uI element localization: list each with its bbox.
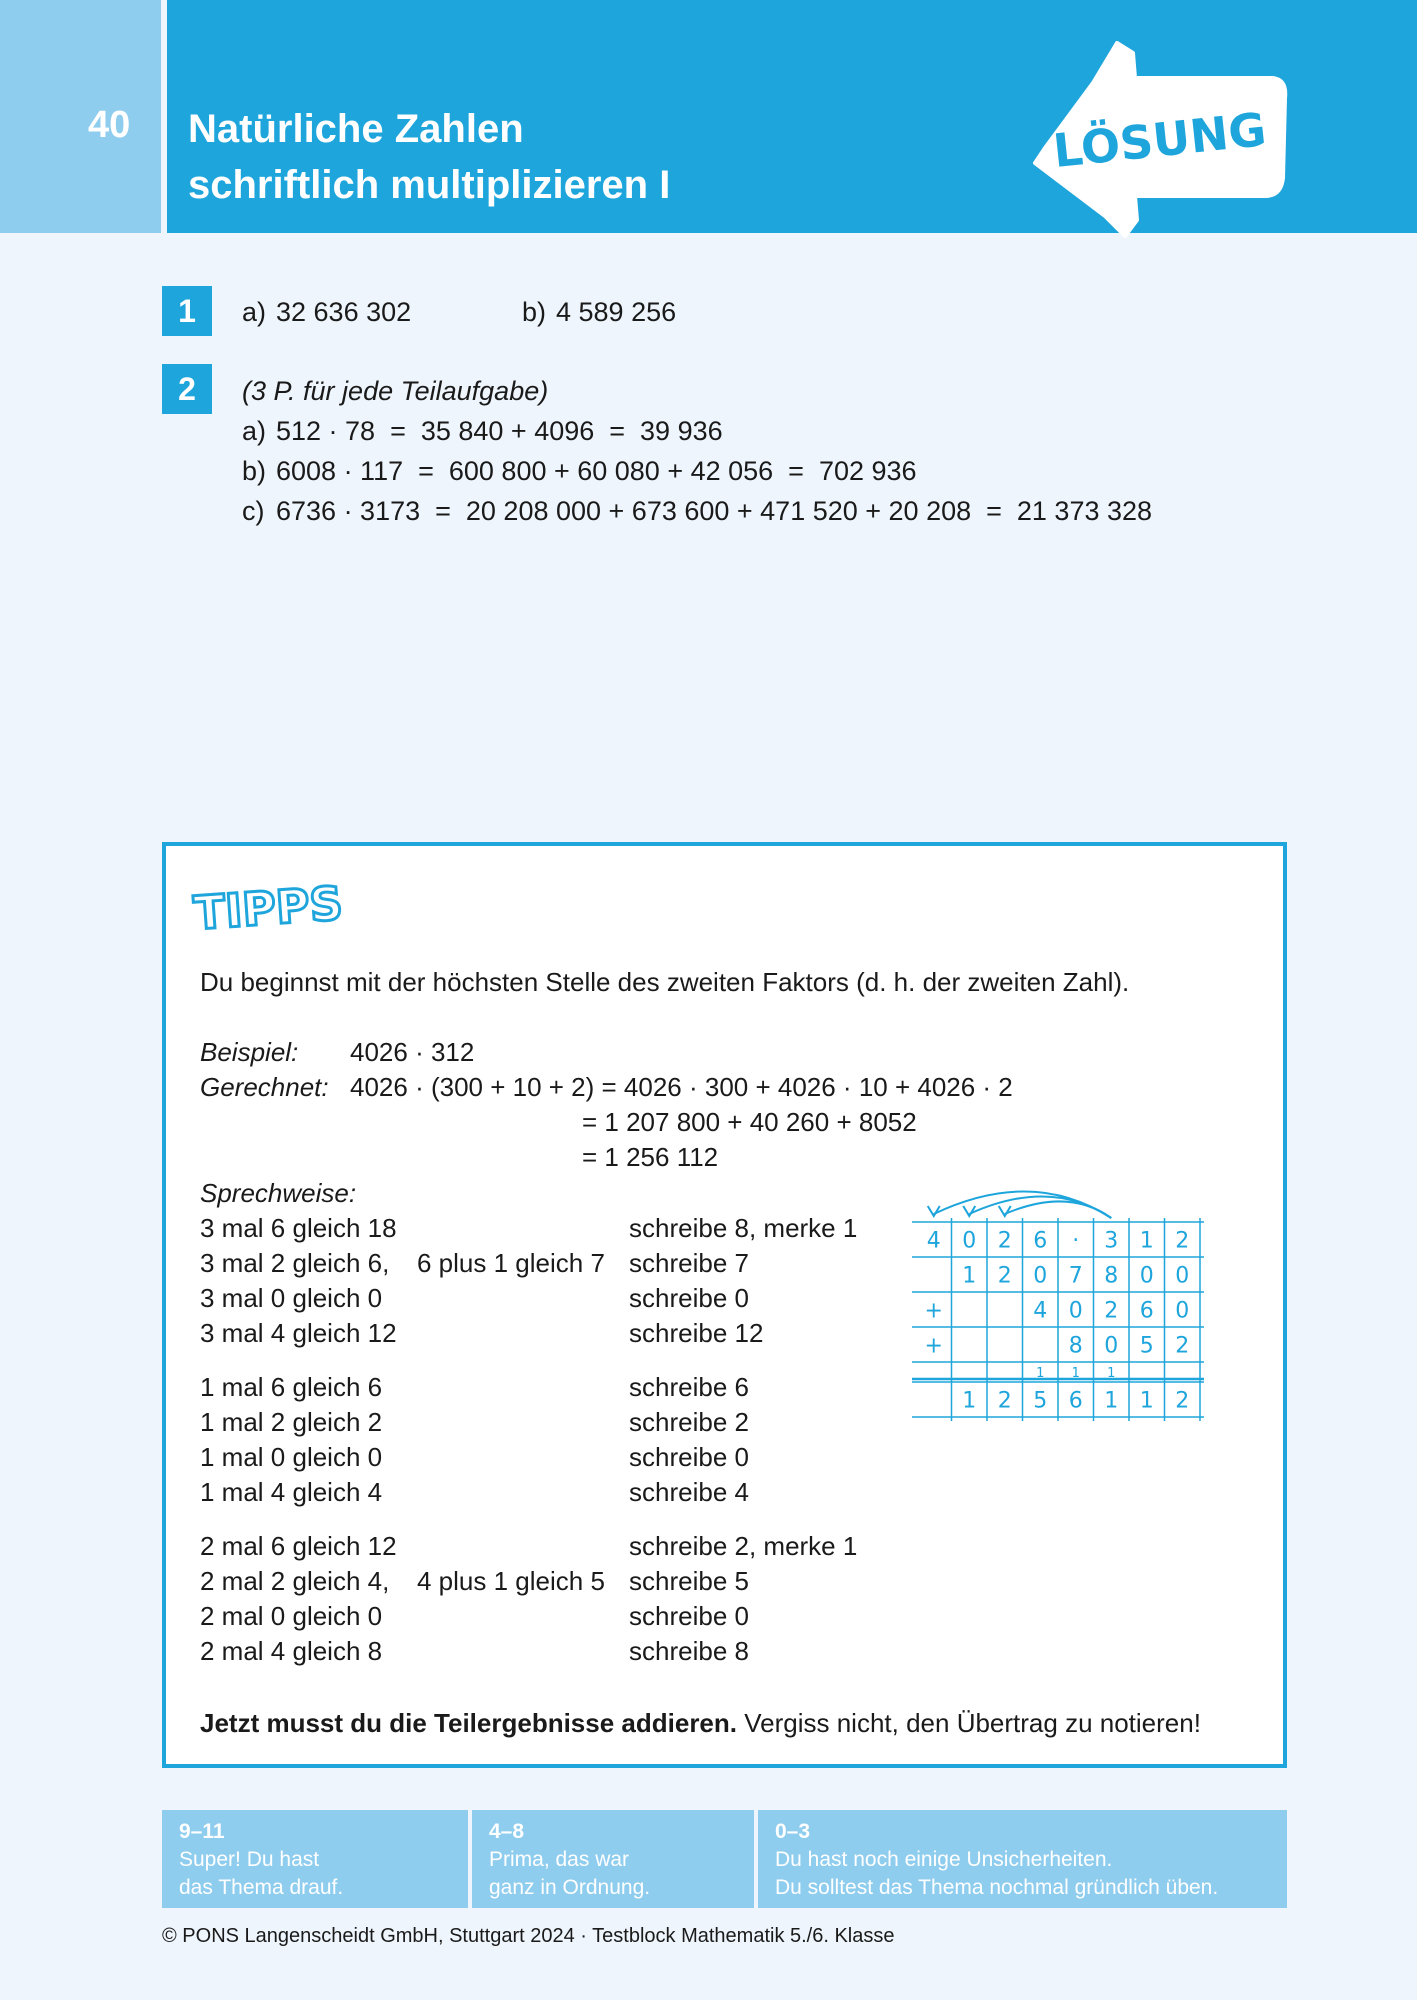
task-1-value-b: 4 589 256 (556, 297, 677, 327)
tips-closing-bold: Jetzt musst du die Teilergebnisse addieren. (200, 1708, 737, 1738)
speech-left: 1 mal 2 gleich 2 (200, 1407, 383, 1437)
grid-digit: 1 (962, 1388, 977, 1414)
computed-line-1: 4026 · (300 + 10 + 2) = 4026 · 300 + 4026 · 10 + 4026 · 2 (350, 1072, 1013, 1102)
task-2-answer-c (242, 491, 1152, 531)
score-range: 9–11 (179, 1820, 225, 1843)
speech-left: 1 mal 6 gleich 6 (200, 1372, 383, 1402)
score-range: 0–3 (775, 1820, 811, 1843)
speech-left: 3 mal 2 gleich 6, (200, 1248, 390, 1278)
score-line2: Du solltest das Thema nochmal gründlich üben. (775, 1876, 1219, 1899)
tips-closing (200, 1706, 1201, 1741)
grid-digit: 4 (926, 1228, 941, 1254)
grid-digit: 0 (1068, 1298, 1083, 1324)
grid-digit: 2 (1175, 1388, 1190, 1414)
grid-digit: + (924, 1298, 943, 1324)
grid-digit: 1 (1139, 1228, 1154, 1254)
grid-carry-digit: 1 (1071, 1366, 1080, 1381)
task-2-value-c: 6736 · 3173 = 20 208 000 + 673 600 + 471 520 + 20 208 = 21 373 328 (276, 496, 1153, 526)
grid-carry-digit: 1 (1036, 1366, 1045, 1381)
grid-digit: 1 (1104, 1388, 1119, 1414)
speech-label: Sprechweise: (200, 1178, 357, 1208)
grid-digit: 6 (1068, 1388, 1083, 1414)
solution-badge-label: LÖSUNG (1050, 102, 1269, 179)
solution-arrow-badge (1025, 38, 1295, 243)
grid-digit: 7 (1068, 1263, 1083, 1289)
speech-right: schreibe 8, merke 1 (629, 1213, 858, 1243)
grid-carry-digit: 1 (1107, 1366, 1116, 1381)
speech-left: 1 mal 0 gleich 0 (200, 1442, 383, 1472)
score-range: 4–8 (489, 1820, 525, 1843)
speech-left: 2 mal 2 gleich 4, (200, 1566, 390, 1596)
grid-digit: 1 (962, 1263, 977, 1289)
carry-arrow-head (963, 1206, 975, 1216)
grid-digit: + (924, 1333, 943, 1359)
tips-logo (190, 872, 350, 942)
grid-digit: 6 (1033, 1228, 1048, 1254)
header-side-panel (0, 0, 161, 233)
speech-mid: 6 plus 1 gleich 7 (417, 1248, 605, 1278)
grid-digit: 0 (1104, 1333, 1119, 1359)
computed-label: Gerechnet: (200, 1072, 329, 1102)
speech-right: schreibe 4 (629, 1477, 749, 1507)
page-title-line-2: schriftlich multiplizieren I (188, 163, 671, 207)
grid-digit: 2 (997, 1263, 1012, 1289)
speech-right: schreibe 5 (629, 1566, 749, 1596)
grid-digit: 0 (962, 1228, 977, 1254)
task-2-answer-b (242, 451, 917, 491)
speech-right: schreibe 7 (629, 1248, 749, 1278)
tips-logo-text: TIPPS (192, 875, 345, 941)
computed-line-3: = 1 256 112 (582, 1142, 719, 1172)
task-1-number: 1 (162, 286, 212, 336)
page-title (188, 101, 670, 213)
grid-digit: 2 (1104, 1298, 1119, 1324)
speech-right: schreibe 0 (629, 1283, 749, 1313)
speech-right: schreibe 2, merke 1 (629, 1531, 858, 1561)
speech-left: 3 mal 0 gleich 0 (200, 1283, 383, 1313)
grid-digit: 6 (1139, 1298, 1154, 1324)
grid-digit: 2 (997, 1228, 1012, 1254)
page-number: 40 (88, 104, 131, 146)
speech-right: schreibe 8 (629, 1636, 749, 1666)
grid-digit: 4 (1033, 1298, 1048, 1324)
task-1-label-a: a) (242, 297, 267, 327)
grid-digit: 0 (1175, 1298, 1190, 1324)
task-2-note: (3 P. für jede Teilaufgabe) (242, 376, 549, 406)
grid-digit: 8 (1068, 1333, 1083, 1359)
grid-digit: 0 (1139, 1263, 1154, 1289)
grid-digit: 2 (997, 1388, 1012, 1414)
page-title-line-1: Natürliche Zahlen (188, 107, 524, 151)
score-box (472, 1810, 754, 1908)
task-1-label-b: b) (522, 297, 547, 327)
speech-left: 2 mal 4 gleich 8 (200, 1636, 383, 1666)
score-box (758, 1810, 1287, 1908)
task-1-answer-b (522, 292, 676, 332)
score-box (162, 1810, 468, 1908)
task-2-value-a: 512 · 78 = 35 840 + 4096 = 39 936 (276, 416, 723, 446)
speech-left: 2 mal 0 gleich 0 (200, 1601, 383, 1631)
score-line2: ganz in Ordnung. (489, 1876, 651, 1899)
tips-closing-rest: Vergiss nicht, den Übertrag zu notieren! (744, 1708, 1201, 1738)
speech-right: schreibe 2 (629, 1407, 749, 1437)
score-line1: Super! Du hast (179, 1848, 320, 1871)
task-2-number: 2 (162, 364, 212, 414)
grid-digit: 5 (1139, 1333, 1154, 1359)
grid-digit: 0 (1033, 1263, 1048, 1289)
speech-right: schreibe 0 (629, 1442, 749, 1472)
grid-digit: 5 (1033, 1388, 1048, 1414)
task-2-label-b: b) (242, 456, 267, 486)
tips-intro: Du beginnst mit der höchsten Stelle des zweiten Faktors (d. h. der zweiten Zahl). (200, 967, 1130, 997)
speech-right: schreibe 6 (629, 1372, 749, 1402)
grid-digit: 8 (1104, 1263, 1119, 1289)
score-line2: das Thema drauf. (179, 1876, 344, 1899)
carry-arrow (1005, 1201, 1112, 1218)
grid-digit: · (1072, 1228, 1080, 1254)
example-value: 4026 · 312 (350, 1037, 475, 1067)
grid-digit: 2 (1175, 1333, 1190, 1359)
speech-left: 3 mal 4 gleich 12 (200, 1318, 397, 1348)
computed-line-2: = 1 207 800 + 40 260 + 8052 (582, 1107, 917, 1137)
grid-digit: 0 (1175, 1263, 1190, 1289)
speech-right: schreibe 0 (629, 1601, 749, 1631)
task-1-answer-a (242, 292, 411, 332)
speech-left: 2 mal 6 gleich 12 (200, 1531, 397, 1561)
grid-digit: 1 (1139, 1388, 1154, 1414)
carry-arrow-head (999, 1206, 1011, 1216)
task-2-label-a: a) (242, 416, 267, 446)
task-1-value-a: 32 636 302 (276, 297, 412, 327)
copyright: © PONS Langenscheidt GmbH, Stuttgart 2024 · Testblock Mathematik 5./6. Klasse (162, 1925, 895, 1947)
speech-left: 3 mal 6 gleich 18 (200, 1213, 397, 1243)
score-line1: Prima, das war (489, 1848, 630, 1871)
written-multiplication-grid (910, 1160, 1210, 1440)
score-line1: Du hast noch einige Unsicherheiten. (775, 1848, 1113, 1871)
speech-left: 1 mal 4 gleich 4 (200, 1477, 383, 1507)
grid-digit: 2 (1175, 1228, 1190, 1254)
grid-digit: 3 (1104, 1228, 1119, 1254)
task-2-answer-a (242, 411, 723, 451)
task-2-label-c: c) (242, 496, 265, 526)
speech-mid: 4 plus 1 gleich 5 (417, 1566, 605, 1596)
example-label: Beispiel: (200, 1037, 299, 1067)
task-2-value-b: 6008 · 117 = 600 800 + 60 080 + 42 056 = 702 936 (276, 456, 917, 486)
speech-right: schreibe 12 (629, 1318, 764, 1348)
